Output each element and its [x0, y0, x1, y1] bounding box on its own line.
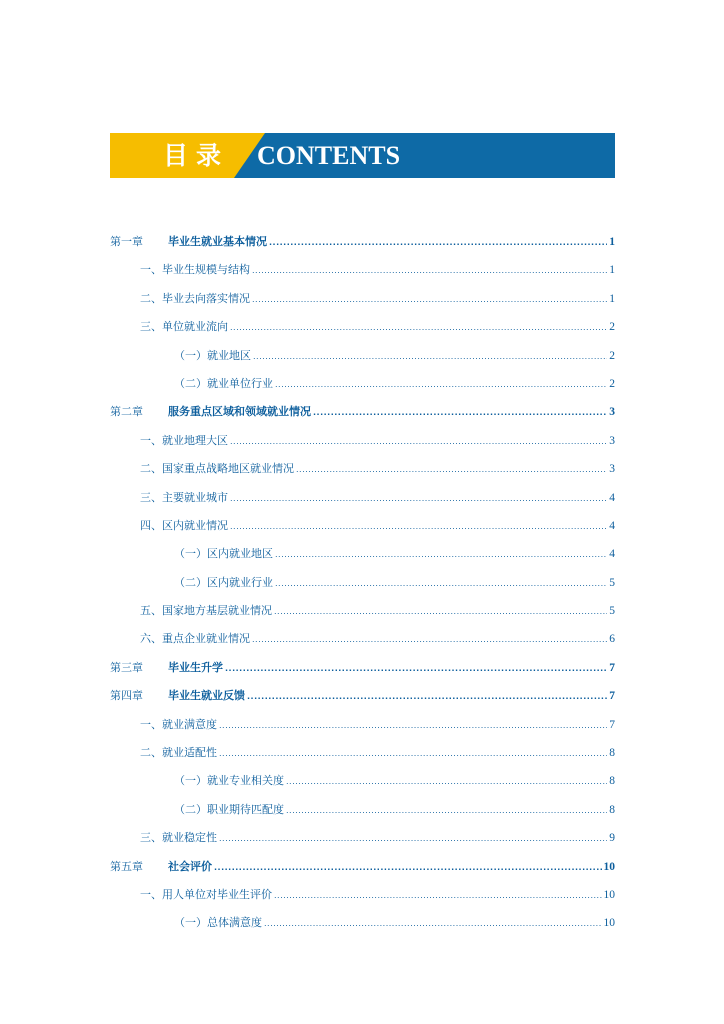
toc-entry-label: [140, 432, 228, 448]
toc-chapter-entry[interactable]: [110, 659, 615, 687]
toc-entry-title: 三、就业稳定性: [140, 831, 217, 845]
toc-entry[interactable]: [110, 914, 615, 942]
toc-page-number: 10: [603, 917, 615, 930]
toc-entry[interactable]: [110, 801, 615, 829]
dot-leader: [230, 494, 607, 503]
dot-leader: [313, 408, 607, 417]
toc-entry-title: 四、区内就业情况: [140, 518, 228, 532]
toc-page-number: 1: [609, 292, 615, 305]
dot-leader: [275, 380, 607, 389]
toc-entry-title: 二、毕业去向落实情况: [140, 291, 250, 305]
chapter-number: 第二章: [110, 405, 143, 419]
toc-page-number: 1: [609, 264, 615, 277]
dot-leader: [296, 465, 607, 474]
dot-leader: [252, 266, 607, 275]
toc-chapter-entry[interactable]: [110, 687, 615, 715]
toc-entry[interactable]: [110, 772, 615, 800]
dot-leader: [247, 692, 607, 701]
toc-entry-label: [140, 744, 217, 760]
toc-page-number: 8: [609, 747, 615, 760]
toc-page-number: 3: [609, 406, 615, 419]
toc-entry-title: 毕业生就业反馈: [168, 689, 245, 703]
toc-page-number: 4: [609, 491, 615, 504]
toc-entry[interactable]: [110, 261, 615, 289]
toc-entry-title: （一）就业专业相关度: [174, 774, 284, 788]
toc-entry-label: [174, 914, 262, 930]
toc-page-number: 1: [609, 236, 615, 248]
toc-entry[interactable]: [110, 460, 615, 488]
toc-entry-label: [140, 460, 294, 476]
banner-title-en: CONTENTS: [257, 141, 401, 170]
toc-entry[interactable]: [110, 290, 615, 318]
toc-page-number: 5: [609, 605, 615, 618]
dot-leader: [225, 664, 607, 673]
toc-entry-title: 三、单位就业流向: [140, 320, 228, 334]
toc-entry-label: [140, 489, 228, 505]
dot-leader: [253, 352, 607, 361]
toc-page-number: 4: [609, 548, 615, 561]
dot-leader: [219, 721, 607, 730]
dot-leader: [269, 238, 607, 247]
toc-entry-label: [110, 687, 245, 703]
toc-entry-label: [140, 829, 217, 845]
toc-entry-label: [110, 233, 267, 249]
toc-entry-title: 五、国家地方基层就业情况: [140, 604, 272, 618]
toc-page-number: 10: [603, 888, 615, 901]
chapter-number: 第四章: [110, 689, 143, 703]
toc-entry-label: [140, 886, 272, 902]
toc-entry-title: （一）区内就业地区: [174, 547, 273, 561]
toc-entry-title: 毕业生升学: [168, 660, 223, 674]
dot-leader: [286, 806, 607, 815]
toc-entry[interactable]: [110, 432, 615, 460]
table-of-contents: [110, 233, 615, 943]
toc-entry-label: [174, 545, 273, 561]
toc-entry[interactable]: [110, 545, 615, 573]
toc-entry-title: （二）职业期待匹配度: [174, 802, 284, 816]
toc-entry-label: [140, 630, 250, 646]
toc-entry-title: 一、就业地理大区: [140, 433, 228, 447]
toc-entry-title: （一）就业地区: [174, 348, 251, 362]
toc-entry-label: [110, 403, 311, 419]
toc-entry[interactable]: [110, 517, 615, 545]
dot-leader: [264, 919, 602, 928]
toc-page-number: 8: [609, 775, 615, 788]
toc-page-number: 7: [609, 690, 615, 703]
toc-entry-title: 一、毕业生规模与结构: [140, 263, 250, 277]
toc-entry[interactable]: [110, 347, 615, 375]
chapter-number: 第一章: [110, 235, 143, 248]
toc-page-number: 7: [609, 718, 615, 731]
chapter-number: 第五章: [110, 859, 143, 873]
banner-title-cn: 目录: [163, 141, 230, 170]
toc-entry-label: [174, 772, 284, 788]
toc-entry-title: 社会评价: [168, 859, 212, 873]
toc-entry-label: [174, 574, 273, 590]
dot-leader: [252, 635, 607, 644]
toc-page-number: 3: [609, 434, 615, 447]
toc-entry[interactable]: [110, 574, 615, 602]
toc-entry-title: 一、就业满意度: [140, 717, 217, 731]
toc-entry-label: [110, 659, 223, 675]
toc-entry-label: [174, 375, 273, 391]
toc-entry[interactable]: [110, 630, 615, 658]
toc-page-number: 4: [609, 519, 615, 532]
toc-entry[interactable]: [110, 829, 615, 857]
toc-entry[interactable]: [110, 375, 615, 403]
toc-page-number: 9: [609, 832, 615, 845]
toc-entry-title: （一）总体满意度: [174, 916, 262, 930]
toc-page-number: 5: [609, 576, 615, 589]
chapter-number: 第三章: [110, 660, 143, 674]
toc-page-number: 2: [609, 377, 615, 390]
toc-entry-label: [110, 858, 212, 874]
dot-leader: [275, 550, 607, 559]
dot-leader: [219, 749, 607, 758]
toc-page-number: 2: [609, 349, 615, 362]
toc-entry[interactable]: [110, 602, 615, 630]
toc-chapter-entry[interactable]: [110, 403, 615, 431]
dot-leader: [286, 777, 607, 786]
dot-leader: [274, 607, 607, 616]
dot-leader: [219, 834, 607, 843]
dot-leader: [230, 437, 607, 446]
toc-entry-title: （二）区内就业行业: [174, 575, 273, 589]
toc-page-number: 7: [609, 661, 615, 674]
toc-entry-label: [140, 261, 250, 277]
toc-entry-label: [140, 290, 250, 306]
toc-entry-label: [174, 801, 284, 817]
toc-entry-label: [140, 602, 272, 618]
toc-entry-label: [174, 347, 251, 363]
toc-page-number: 2: [609, 321, 615, 334]
toc-entry-title: 毕业生就业基本情况: [168, 235, 267, 248]
dot-leader: [274, 891, 602, 900]
toc-entry[interactable]: [110, 716, 615, 744]
toc-page-number: 8: [609, 803, 615, 816]
dot-leader: [214, 863, 602, 872]
toc-chapter-entry[interactable]: [110, 233, 615, 261]
toc-entry-title: （二）就业单位行业: [174, 376, 273, 390]
toc-page-number: 6: [609, 633, 615, 646]
toc-chapter-entry[interactable]: [110, 858, 615, 886]
toc-entry[interactable]: [110, 744, 615, 772]
toc-entry-label: [140, 318, 228, 334]
dot-leader: [252, 295, 607, 304]
dot-leader: [230, 323, 607, 332]
toc-entry-title: 服务重点区域和领域就业情况: [168, 405, 311, 419]
dot-leader: [275, 579, 607, 588]
toc-entry[interactable]: [110, 489, 615, 517]
dot-leader: [230, 522, 607, 531]
toc-entry-title: 一、用人单位对毕业生评价: [140, 887, 272, 901]
toc-entry-title: 二、国家重点战略地区就业情况: [140, 462, 294, 476]
toc-entry[interactable]: [110, 886, 615, 914]
toc-page-number: 3: [609, 463, 615, 476]
toc-entry[interactable]: [110, 318, 615, 346]
contents-banner: [110, 133, 615, 178]
toc-entry-label: [140, 716, 217, 732]
toc-entry-title: 二、就业适配性: [140, 746, 217, 760]
toc-entry-title: 六、重点企业就业情况: [140, 632, 250, 646]
toc-page-number: 10: [603, 860, 615, 873]
toc-entry-title: 三、主要就业城市: [140, 490, 228, 504]
toc-entry-label: [140, 517, 228, 533]
